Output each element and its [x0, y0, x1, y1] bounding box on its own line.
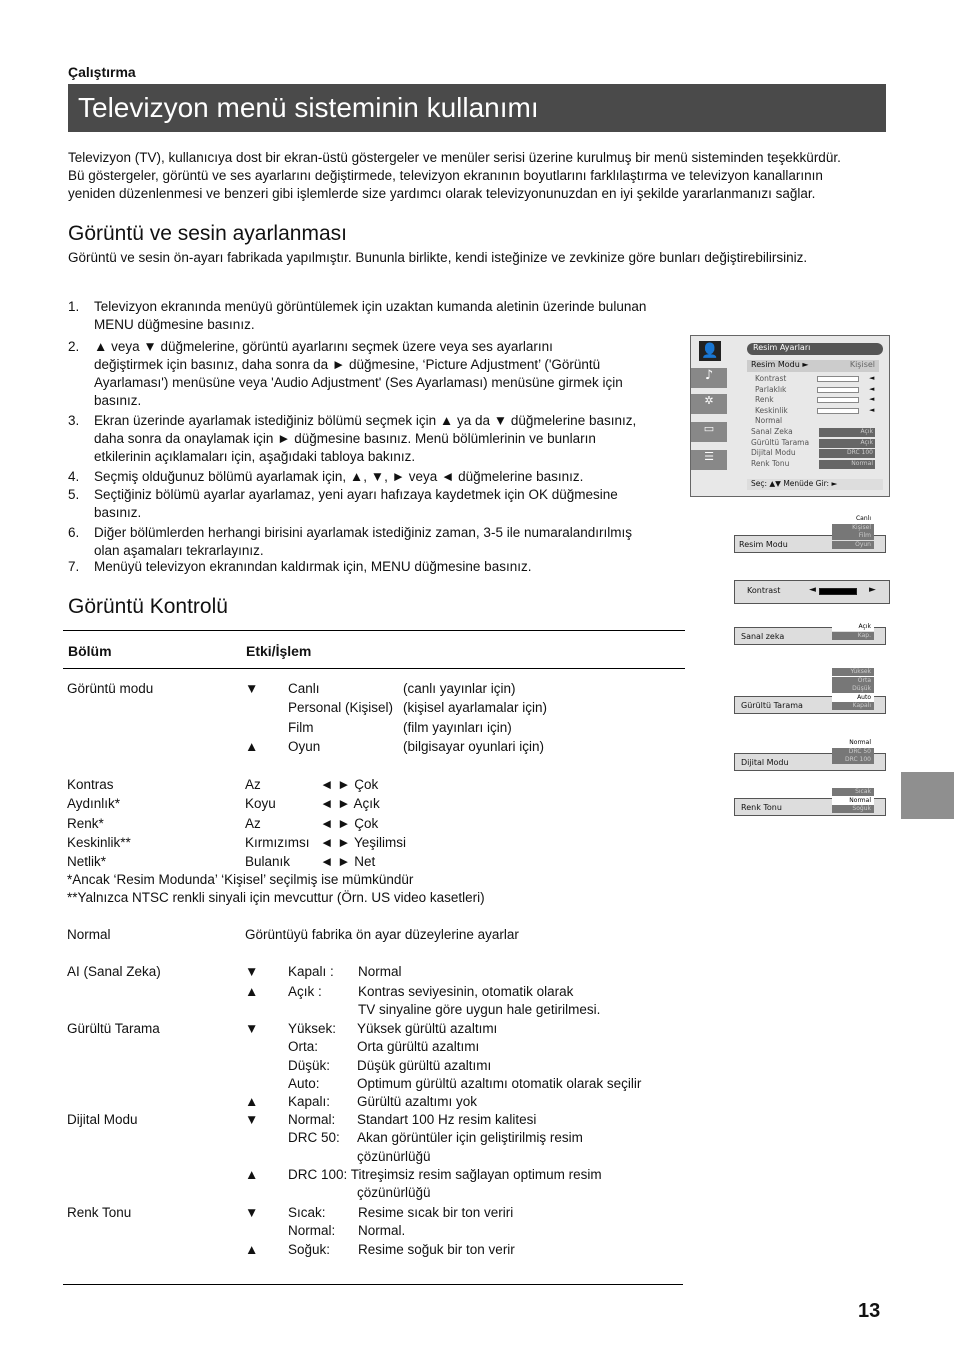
- popup-option[interactable]: Canlı: [832, 515, 874, 523]
- menu-arrow-icon: ◄: [869, 384, 875, 393]
- table-cell: Canlı: [288, 681, 320, 696]
- menu-slider: [817, 387, 859, 393]
- mode-value: Kişisel: [849, 360, 875, 369]
- popup-resim-modu: [734, 515, 888, 555]
- popup-option[interactable]: Kişisel: [832, 524, 874, 532]
- menu-item[interactable]: Dijital Modu: [751, 448, 796, 458]
- row-label: Netlik*: [67, 854, 107, 870]
- popup-option[interactable]: Normal: [832, 797, 874, 805]
- table-cell: ▼: [245, 1112, 259, 1127]
- table-cell: Kırmızımsı: [245, 834, 310, 850]
- row-label: Aydınlık*: [67, 796, 121, 812]
- menu-item[interactable]: Kontrast: [755, 374, 787, 383]
- table-cell: (canlı yayınlar için): [403, 681, 516, 696]
- popup-option[interactable]: Normal: [832, 739, 874, 747]
- table-cell: (bilgisayar oyunlari için): [403, 738, 545, 754]
- table-cell: Normal: [358, 964, 402, 979]
- menu-footer: Seç: ▲▼ Menüde Gir: ►: [747, 479, 883, 490]
- table-cell: Kontras seviyesinin, otomatik olarak: [358, 984, 574, 999]
- page-title: Televizyon menü sisteminin kullanımı: [78, 92, 539, 123]
- step-number: 5.: [68, 487, 80, 502]
- popup-option[interactable]: Soğuk: [832, 805, 874, 813]
- row-label: Renk*: [67, 815, 104, 831]
- section-text-adjust: Görüntü ve sesin ön-ayarı fabrikada yapılmıştır. Bununla birlikte, kendi isteğinize ve zevkinize göre bunları değiştirebilirsiniz.: [68, 250, 808, 265]
- menu-item[interactable]: Gürültü Tarama: [751, 437, 810, 447]
- list-icon: ☰: [691, 450, 727, 470]
- menu-value: Açık: [819, 439, 875, 448]
- table-cell: ▲: [245, 1241, 259, 1257]
- table-cell: Az: [245, 777, 261, 792]
- menu-item[interactable]: Keskinlik: [755, 405, 788, 415]
- step-line: basınız.: [94, 393, 142, 408]
- table-cell: Görüntüyü fabrika ön ayar düzeylerine ayarlar: [245, 927, 519, 942]
- menu-slider: [817, 376, 859, 382]
- menu-value: DRC 100: [819, 449, 875, 458]
- row-label: Gürültü Tarama: [67, 1021, 160, 1036]
- table-cell: Film: [288, 719, 314, 735]
- popup-option[interactable]: DRC 100: [832, 756, 874, 764]
- table-cell: Soğuk:: [288, 1241, 331, 1257]
- table-cell: ▲: [245, 1094, 259, 1110]
- table-bottom-rule: [63, 1284, 683, 1285]
- step-number: 7.: [68, 559, 80, 574]
- table-cell: (film yayınları için): [403, 719, 512, 735]
- popup-option[interactable]: Kapalı: [832, 702, 874, 710]
- popup-renk-tonu: [734, 788, 888, 820]
- popup-option[interactable]: Film: [832, 532, 874, 540]
- page-number: 13: [858, 1300, 881, 1322]
- row-label: AI (Sanal Zeka): [67, 964, 161, 979]
- table-cell: ▲: [245, 738, 259, 754]
- table-cell: Az: [245, 815, 261, 831]
- table-cell: Personal (Kişisel): [288, 700, 394, 716]
- chapter-tab: [901, 772, 954, 819]
- table-cell: Resime soğuk bir ton verir: [358, 1241, 515, 1257]
- popup-option[interactable]: Açık: [832, 623, 874, 631]
- menu-arrow-icon: ◄: [869, 395, 875, 404]
- menu-slider: [817, 397, 859, 403]
- right-arrow-icon[interactable]: ►: [869, 585, 876, 595]
- step-line: değiştirmek için basınız, daha sonra da ► düğmesine, ‘Picture Adjustment’ ('Görüntü: [94, 357, 601, 372]
- table-cell: Standart 100 Hz resim kalitesi: [357, 1112, 537, 1127]
- table-cell: Bulanık: [245, 854, 291, 870]
- picture-menu-screenshot: [690, 335, 890, 497]
- table-cell: Normal:: [288, 1112, 336, 1127]
- step-line: etkilerinin açıklamaları için, aşağıdaki tabloya bakınız.: [94, 449, 416, 464]
- table-cell: Optimum gürültü azaltımı otomatik olarak seçilir: [357, 1075, 642, 1091]
- section-heading-adjust: Görüntü ve sesin ayarlanması: [68, 222, 347, 245]
- table-cell: Oyun: [288, 738, 321, 754]
- popup-option[interactable]: Auto: [832, 694, 874, 702]
- popup-option[interactable]: Düşük: [832, 685, 874, 693]
- table-cell: Kapalı :: [288, 964, 334, 979]
- settings-icon: ✲: [691, 394, 727, 414]
- row-label: Görüntü modu: [67, 681, 154, 696]
- step-line: Menüyü televizyon ekranından kaldırmak için, MENU düğmesine basınız.: [94, 559, 532, 574]
- step-line: Diğer bölümlerden herhangi birisini ayarlamak istediğiniz zaman, 3-5 ile numaralandırılmış: [94, 525, 632, 540]
- menu-slider: [817, 408, 859, 414]
- step-number: 1.: [68, 299, 80, 314]
- popup-sanal-zeka: [734, 623, 888, 647]
- popup-option[interactable]: DRC 50: [832, 748, 874, 756]
- table-cell: Düşük gürültü azaltımı: [357, 1057, 492, 1073]
- table-cell: Gürültü azaltımı yok: [357, 1094, 478, 1110]
- menu-value: Açık: [819, 428, 875, 437]
- table-cell: Düşük:: [288, 1057, 331, 1073]
- table-cell: Orta:: [288, 1039, 319, 1055]
- table-cell: ◄ ► Net: [320, 854, 376, 870]
- table-cell: ▲: [245, 984, 259, 999]
- mode-label: Resim Modu ►: [751, 360, 809, 369]
- intro-line: Televizyon (TV), kullanıcıya dost bir ekran-üstü göstergeler ve menüler serisi üzerine kurulmuş bir menü sisteminden teşekkürdür.: [68, 150, 841, 165]
- table-cell: Koyu: [245, 796, 276, 812]
- table-cell: Normal:: [288, 1223, 336, 1239]
- menu-item[interactable]: Parlaklık: [755, 384, 787, 394]
- table-cell: DRC 50:: [288, 1130, 340, 1146]
- menu-title: Resim Ayarları: [747, 343, 883, 355]
- popup-dijital: [734, 739, 888, 775]
- table-cell: çözünürlüğü: [357, 1148, 431, 1164]
- table-cell: Açık :: [288, 984, 322, 999]
- table-cell: Sıcak:: [288, 1205, 326, 1220]
- step-number: 4.: [68, 469, 80, 484]
- table-cell: Yüksek gürültü azaltımı: [357, 1021, 498, 1036]
- menu-arrow-icon: ◄: [869, 405, 875, 414]
- table-cell: ▼: [245, 681, 259, 696]
- left-arrow-icon[interactable]: ◄: [809, 585, 816, 595]
- col-header-bolum: Bölüm: [68, 643, 112, 659]
- table-cell: ▲: [245, 1166, 259, 1182]
- popup-label: Gürültü Tarama: [734, 696, 886, 714]
- step-line: Televizyon ekranında menüyü görüntülemek için uzaktan kumanda aletinin üzerinde bulunan: [94, 299, 647, 314]
- table-cell: Yüksek:: [288, 1021, 337, 1036]
- step-line: Seçtiğiniz bölümü ayarlar ayarlamaz, yeni ayarı hafızaya kaydetmek için OK düğmesine: [94, 487, 618, 502]
- row-label: Dijital Modu: [67, 1112, 138, 1127]
- section-heading-control: Görüntü Kontrolü: [68, 595, 228, 618]
- popup-gurultu: [734, 668, 888, 718]
- popup-option[interactable]: Oyun: [832, 541, 874, 549]
- menu-item[interactable]: Renk: [755, 395, 774, 405]
- table-cell: ▼: [245, 1205, 259, 1220]
- table-cell: ▼: [245, 964, 259, 979]
- table-cell: Akan görüntüler için geliştirilmiş resim: [357, 1130, 583, 1146]
- popup-option[interactable]: Yüksek: [832, 668, 874, 676]
- row-label: Keskinlik**: [67, 834, 131, 850]
- table-cell: ◄ ► Çok: [320, 777, 379, 792]
- popup-option[interactable]: Kap.: [832, 632, 874, 640]
- menu-mode-row[interactable]: [747, 360, 879, 372]
- step-line: Ekran üzerinde ayarlamak istediğiniz bölümü seçmek için ▲ ya da ▼ düğmelerine basınız,: [94, 413, 637, 428]
- step-line: ▲ veya ▼ düğmelerine, görüntü ayarlarını seçmek üzere veya ses ayarlarını: [94, 339, 553, 354]
- table-cell: ◄ ► Yeşilimsi: [320, 834, 406, 850]
- table-cell: ▼: [245, 1021, 259, 1036]
- table-cell: TV sinyaline göre uygun hale getirilmesi.: [358, 1002, 601, 1017]
- step-number: 6.: [68, 525, 80, 540]
- step-line: MENU düğmesine basınız.: [94, 317, 255, 332]
- popup-kontrast: [734, 580, 890, 604]
- table-cell: çözünürlüğü: [357, 1185, 431, 1201]
- intro-line: Bü göstergeler, görüntü ve ses ayarlarını değiştirmede, televizyon ekranının boyutlarını farklılaştırma ve televizyon kanallarının: [68, 168, 823, 183]
- popup-option[interactable]: Sıcak: [832, 788, 874, 796]
- table-cell: Resime sıcak bir ton veriri: [358, 1205, 514, 1220]
- table-cell: ◄ ► Çok: [320, 815, 379, 831]
- step-line: daha sonra da onaylamak için ► düğmesine basınız. Menü bölümlerinin ve bunların: [94, 431, 596, 446]
- popup-label: Sanal zeka: [734, 627, 886, 645]
- popup-label: Renk Tonu: [734, 798, 886, 816]
- channel-icon: ▭: [691, 422, 727, 442]
- contrast-slider[interactable]: [819, 588, 857, 595]
- popup-option[interactable]: Orta: [832, 677, 874, 685]
- step-number: 2.: [68, 339, 80, 354]
- intro-line: yeniden düzenlenmesi ve benzeri gibi işlemlerde size yardımcı olarak televizyonunuzdan en iyi şekilde yararlanmanızı sağlar.: [68, 186, 816, 201]
- menu-item[interactable]: Sanal Zeka: [751, 427, 793, 436]
- popup-label: Dijital Modu: [734, 753, 886, 771]
- step-number: 3.: [68, 413, 80, 428]
- step-line: Seçmiş olduğunuz bölümü ayarlamak için, ▲, ▼, ► veya ◄ düğmelerine basınız.: [94, 469, 584, 484]
- col-header-etki: Etki/İşlem: [246, 643, 312, 659]
- music-note-icon: ♪: [691, 368, 727, 388]
- menu-arrow-icon: ◄: [869, 374, 875, 382]
- row-label: Kontras: [67, 777, 114, 792]
- table-cell: Orta gürültü azaltımı: [357, 1039, 480, 1055]
- table-cell: Auto:: [288, 1075, 320, 1091]
- step-line: olan aşamaları tekrarlayınız.: [94, 543, 264, 558]
- section-label: Çalıştırma: [68, 64, 136, 80]
- table-cell: (kişisel ayarlamalar için): [403, 700, 548, 716]
- table-cell: Kapalı:: [288, 1094, 331, 1110]
- row-label: Renk Tonu: [67, 1205, 132, 1220]
- menu-value: Normal: [819, 460, 875, 469]
- row-label: Normal: [67, 927, 111, 942]
- menu-item[interactable]: Normal: [755, 416, 783, 426]
- popup-label: Kontrast: [747, 586, 781, 595]
- table-cell: ◄ ► Açık: [320, 796, 380, 812]
- footnote: **Yalnızca NTSC renkli sinyali için mevcuttur (Örn. US video kasetleri): [67, 890, 485, 905]
- table-cell: Normal.: [358, 1223, 406, 1239]
- menu-item[interactable]: Renk Tonu: [751, 458, 790, 468]
- person-icon: 👤: [699, 341, 721, 361]
- step-line: Ayarlaması') menüsüne veya 'Audio Adjustment' (Ses Ayarlaması) menüsüne girmek için: [94, 375, 623, 390]
- table-cell: DRC 100: Titreşimsiz resim sağlayan optimum resim: [288, 1166, 602, 1182]
- popup-label: Resim Modu: [734, 535, 886, 553]
- step-line: basınız.: [94, 505, 142, 520]
- footnote: *Ancak ‘Resim Modunda’ ‘Kişisel’ seçilmiş ise mümkündür: [67, 872, 414, 887]
